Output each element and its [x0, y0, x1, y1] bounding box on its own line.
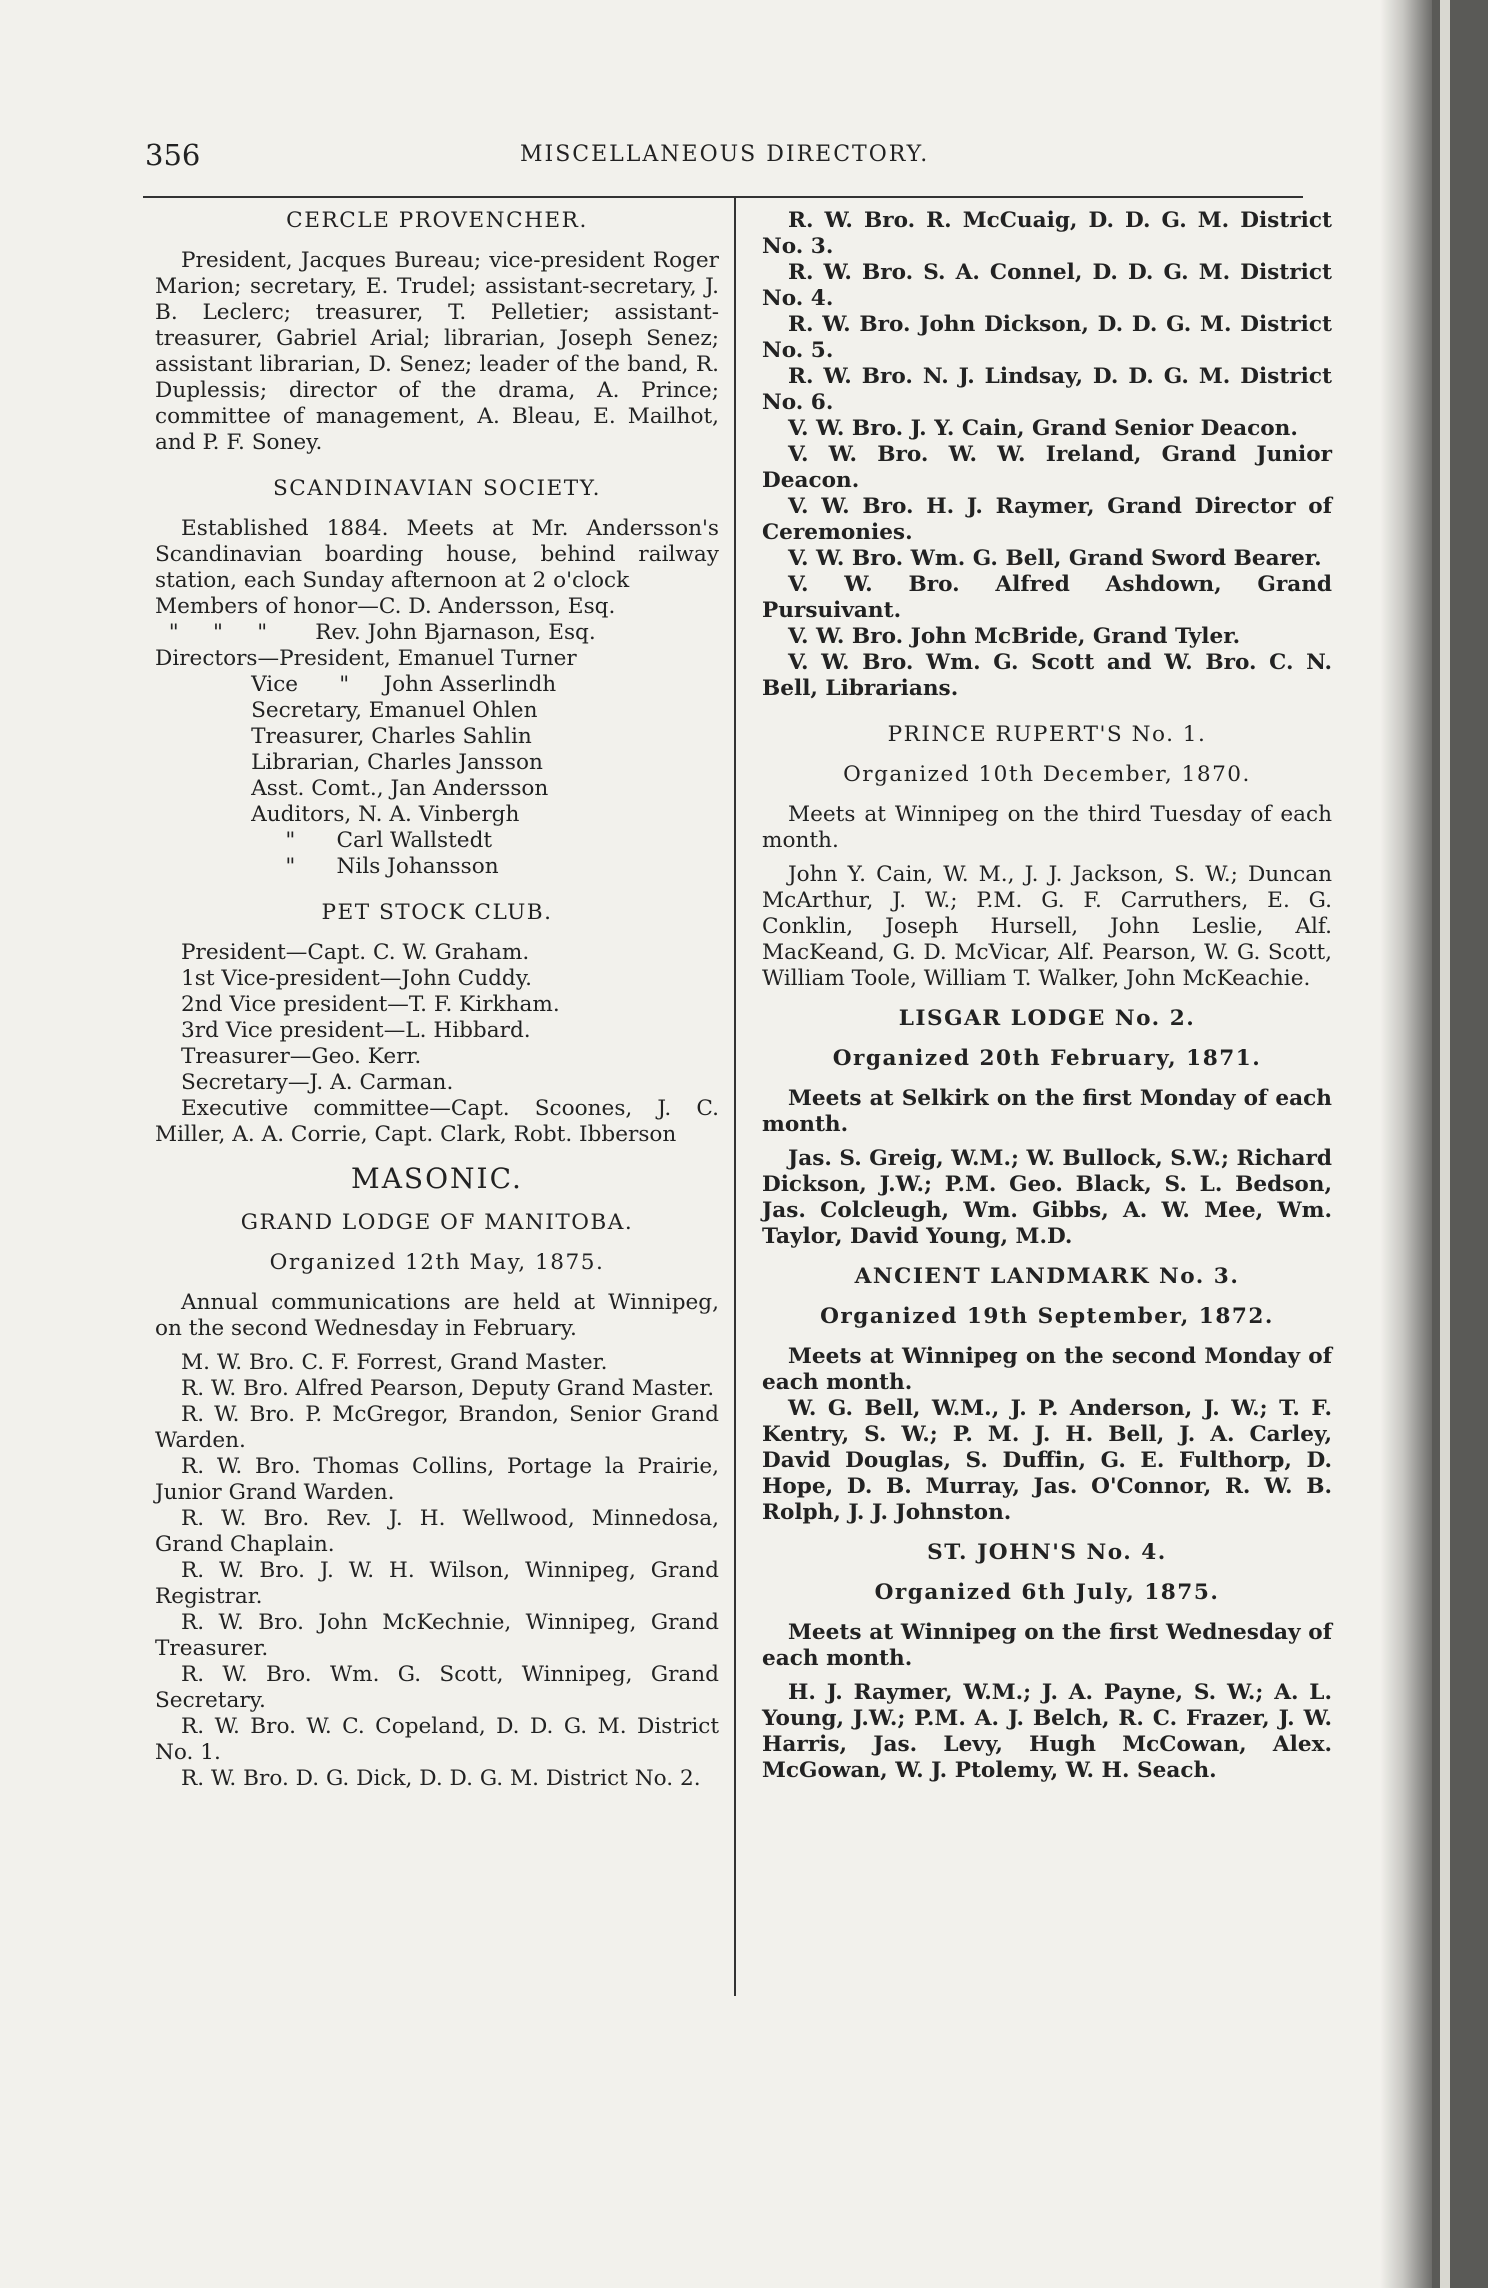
list-item: V. W. Bro. W. W. Ireland, Grand Junior Deacon. [762, 442, 1332, 493]
grand-lodge-annual: Annual communications are held at Winnipeg, on the second Wednesday in February. [155, 1290, 719, 1341]
ancient-landmark-meets: Meets at Winnipeg on the second Monday of each month. [762, 1344, 1332, 1395]
scandinavian-body: Established 1884. Meets at Mr. Andersson's Scandinavian boarding house, behind railway station, each Sunday afternoon at 2 o'clock [155, 516, 719, 593]
list-item: Librarian, Charles Jansson [155, 750, 543, 775]
list-item: R. W. Bro. P. McGregor, Brandon, Senior Grand Warden. [155, 1402, 719, 1453]
lisgar-members: Jas. S. Greig, W.M.; W. Bullock, S.W.; Richard Dickson, J.W.; P.M. Geo. Black, S. L. Bedson, Jas. Colcleugh, Wm. Gibbs, A. W. Mee, Wm. Taylor, David Young, M.D. [762, 1146, 1332, 1249]
right-column [762, 208, 1332, 1784]
list-item: R. W. Bro. John Dickson, D. D. G. M. District No. 5. [762, 312, 1332, 363]
section-title-pet-stock: PET STOCK CLUB. [321, 900, 553, 925]
list-item: Treasurer—Geo. Kerr. [181, 1044, 422, 1069]
page-number: 356 [145, 138, 201, 172]
section-title-grand-lodge: GRAND LODGE OF MANITOBA. [240, 1210, 634, 1235]
list-item: R. W. Bro. R. McCuaig, D. D. G. M. District No. 3. [762, 208, 1332, 259]
list-item: 1st Vice-president—John Cuddy. [181, 966, 532, 991]
list-item: Members of honor—C. D. Andersson, Esq. [155, 594, 616, 619]
list-item: R. W. Bro. John McKechnie, Winnipeg, Grand Treasurer. [155, 1610, 719, 1661]
facing-page-edge [1440, 0, 1450, 2288]
list-item: R. W. Bro. J. W. H. Wilson, Winnipeg, Grand Registrar. [155, 1558, 719, 1609]
cercle-body: President, Jacques Bureau; vice-president Roger Marion; secretary, E. Trudel; assistant-secretary, J. B. Leclerc; treasurer, T. Pelletier; assistant-treasurer, Gabriel Arial; librarian, Joseph Senez; assistant librarian, D. Senez; leader of the band, R. Duplessis; director of the drama, A. Prince; committee of management, A. Bleau, E. Mailhot, and P. F. Soney. [155, 248, 719, 455]
scandinavian-officers [155, 594, 719, 880]
list-item: R. W. Bro. Rev. J. H. Wellwood, Minnedosa, Grand Chaplain. [155, 1506, 719, 1557]
st-johns-organized: Organized 6th July, 1875. [874, 1580, 1220, 1605]
list-item: V. W. Bro. J. Y. Cain, Grand Senior Deacon. [788, 416, 1298, 441]
lisgar-meets: Meets at Selkirk on the first Monday of each month. [762, 1086, 1332, 1137]
column-divider [734, 196, 736, 1996]
st-johns-members: H. J. Raymer, W.M.; J. A. Payne, S. W.; A. L. Young, J.W.; P.M. A. J. Belch, R. C. Frazer, J. W. Harris, Jas. Levy, Hugh McCowan, Alex. McGowan, W. J. Ptolemy, W. H. Seach. [762, 1680, 1332, 1783]
running-title: MISCELLANEOUS DIRECTORY. [520, 142, 930, 167]
section-title-masonic: MASONIC. [351, 1162, 523, 1195]
list-item: M. W. Bro. C. F. Forrest, Grand Master. [181, 1350, 608, 1375]
list-item: V. W. Bro. Wm. G. Bell, Grand Sword Bearer. [788, 546, 1322, 571]
list-item: R. W. Bro. Wm. G. Scott, Winnipeg, Grand Secretary. [155, 1662, 719, 1713]
list-item: V. W. Bro. Alfred Ashdown, Grand Pursuivant. [762, 572, 1332, 623]
list-item: President—Capt. C. W. Graham. [181, 940, 530, 965]
header-rule [143, 196, 1303, 198]
list-item: R. W. Bro. N. J. Lindsay, D. D. G. M. District No. 6. [762, 364, 1332, 415]
section-title-ancient-landmark: ANCIENT LANDMARK No. 3. [854, 1264, 1240, 1289]
list-item: Vice " John Asserlindh [155, 672, 557, 697]
prince-ruperts-members: John Y. Cain, W. M., J. J. Jackson, S. W.; Duncan McArthur, J. W.; P.M. G. F. Carruthers, E. G. Conklin, Joseph Hursell, John Leslie, Alf. MacKeand, G. D. McVicar, Alf. Pearson, W. G. Scott, William Toole, William T. Walker, John McKeachie. [762, 862, 1332, 991]
list-item: Directors—President, Emanuel Turner [155, 646, 577, 671]
section-title-lisgar-lodge: LISGAR LODGE No. 2. [898, 1006, 1196, 1031]
section-title-cercle: CERCLE PROVENCHER. [286, 208, 588, 233]
grand-lodge-officers [155, 1350, 719, 1792]
pet-stock-executive: Executive committee—Capt. Scoones, J. C. Miller, A. A. Corrie, Capt. Clark, Robt. Ibberson [155, 1096, 719, 1147]
list-item: 2nd Vice president—T. F. Kirkham. [181, 992, 560, 1017]
lisgar-organized: Organized 20th February, 1871. [832, 1046, 1262, 1071]
list-item: R. W. Bro. Alfred Pearson, Deputy Grand Master. [181, 1376, 715, 1401]
left-column [155, 208, 719, 1792]
list-item: V. W. Bro. Wm. G. Scott and W. Bro. C. N. Bell, Librarians. [762, 650, 1332, 701]
list-item: Auditors, N. A. Vinbergh [155, 802, 520, 827]
list-item: " " " Rev. John Bjarnason, Esq. [155, 620, 596, 645]
grand-lodge-organized: Organized 12th May, 1875. [269, 1250, 605, 1275]
list-item: Secretary—J. A. Carman. [181, 1070, 454, 1095]
pet-stock-officers [155, 940, 719, 1096]
section-title-scandinavian: SCANDINAVIAN SOCIETY. [272, 476, 602, 501]
list-item: " Carl Wallstedt [155, 828, 493, 853]
page-header [145, 138, 1305, 178]
list-item: V. W. Bro. H. J. Raymer, Grand Director of Ceremonies. [762, 494, 1332, 545]
section-title-prince-ruperts: PRINCE RUPERT'S No. 1. [887, 722, 1207, 747]
list-item: " Nils Johansson [155, 854, 499, 879]
binding-shadow [1380, 0, 1432, 2288]
list-item: Secretary, Emanuel Ohlen [155, 698, 538, 723]
list-item: R. W. Bro. Thomas Collins, Portage la Prairie, Junior Grand Warden. [155, 1454, 719, 1505]
list-item: Treasurer, Charles Sahlin [155, 724, 532, 749]
list-item: R. W. Bro. D. G. Dick, D. D. G. M. District No. 2. [181, 1766, 701, 1791]
section-title-st-johns: ST. JOHN'S No. 4. [927, 1540, 1167, 1565]
list-item: R. W. Bro. S. A. Connel, D. D. G. M. District No. 4. [762, 260, 1332, 311]
list-item: 3rd Vice president—L. Hibbard. [181, 1018, 531, 1043]
list-item: V. W. Bro. John McBride, Grand Tyler. [788, 624, 1241, 649]
list-item: R. W. Bro. W. C. Copeland, D. D. G. M. District No. 1. [155, 1714, 719, 1765]
grand-lodge-officers-continued [762, 208, 1332, 702]
prince-ruperts-meets: Meets at Winnipeg on the third Tuesday of each month. [762, 802, 1332, 853]
list-item: Asst. Comt., Jan Andersson [155, 776, 549, 801]
ancient-landmark-organized: Organized 19th September, 1872. [820, 1304, 1274, 1329]
prince-ruperts-organized: Organized 10th December, 1870. [843, 762, 1251, 787]
st-johns-meets: Meets at Winnipeg on the first Wednesday of each month. [762, 1620, 1332, 1671]
ancient-landmark-members: W. G. Bell, W.M., J. P. Anderson, J. W.; T. F. Kentry, S. W.; P. M. J. H. Bell, J. A. Carley, David Douglas, S. Duffin, G. E. Fulthorp, D. Hope, D. B. Murray, Jas. O'Connor, R. W. B. Rolph, J. J. Johnston. [762, 1396, 1332, 1525]
